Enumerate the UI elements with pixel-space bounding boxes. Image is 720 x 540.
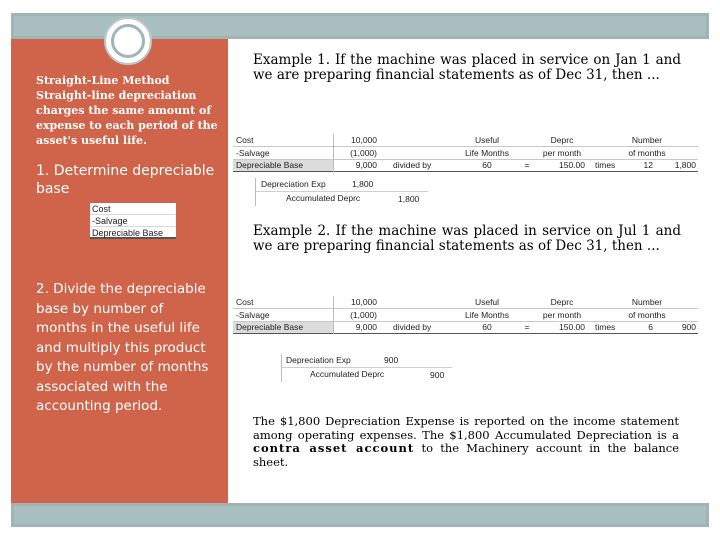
credit-value: 900	[430, 370, 445, 380]
example1-calc-table	[233, 134, 698, 172]
step2-text: 2. Divide the depreciable base by number of months in the useful life and multiply this product by the number of months associated with the accounting period.	[36, 281, 209, 414]
circle-decoration	[104, 17, 152, 65]
months-value: 60	[482, 160, 492, 170]
num-months-value: 6	[648, 322, 653, 332]
cost-label: Cost	[236, 297, 254, 307]
bottom-band-inner	[14, 506, 706, 524]
debit-value: 1,800	[352, 179, 374, 189]
cost-value: 10,000	[351, 297, 377, 307]
bottom-band	[11, 503, 709, 527]
circle-ring	[111, 24, 145, 58]
base-value: 9,000	[355, 322, 377, 332]
row-line-bottom	[233, 333, 698, 334]
cost-label: Cost	[236, 135, 254, 145]
deprc-header: Deprc	[550, 297, 574, 307]
per-month-value: 150.00	[559, 322, 585, 332]
step1-text: 1. Determine depreciable base	[36, 163, 215, 197]
cost-value: 10,000	[351, 135, 377, 145]
mini-table-cost: Cost	[90, 203, 176, 215]
times-label: times	[595, 322, 616, 332]
mini-table-salvage: -Salvage	[90, 215, 176, 227]
footnote-bold-term: contra asset account	[253, 441, 415, 455]
number-header: Number	[631, 135, 663, 145]
divided-by-label: divided by	[393, 322, 432, 332]
per-month-header: per month	[542, 310, 582, 320]
salvage-label: -Salvage	[236, 148, 270, 158]
credit-label: Accumulated Deprc	[286, 193, 361, 203]
credit-label: Accumulated Deprc	[310, 369, 385, 379]
footnote-paragraph	[253, 415, 679, 469]
equals-sign: =	[524, 322, 530, 332]
per-month-value: 150.00	[559, 160, 585, 170]
example2-text: Example 2. If the machine was placed in service on Jul 1 and we are preparing financial statements as of Dec 31, then ...	[253, 223, 681, 254]
result-value: 1,800	[674, 160, 696, 170]
footnote-part1: The $1,800 Depreciation Expense is reported on the income statement among operating expenses. The $1,800 Accumulated Depreciation is a	[253, 414, 679, 442]
life-months-header: Life Months	[465, 148, 509, 158]
of-months-header: of months	[628, 148, 666, 158]
debit-label: Depreciation Exp	[261, 179, 326, 189]
of-months-header: of months	[628, 310, 666, 320]
salvage-value: (1,000)	[350, 148, 377, 158]
useful-header: Useful	[474, 135, 500, 145]
times-label: times	[595, 160, 616, 170]
row-line	[233, 308, 698, 309]
base-label: Depreciable Base	[236, 160, 304, 170]
months-value: 60	[482, 322, 492, 332]
example2-calc-table	[233, 296, 698, 334]
result-value: 900	[681, 322, 696, 332]
base-label: Depreciable Base	[236, 322, 304, 332]
useful-header: Useful	[474, 297, 500, 307]
num-months-value: 12	[643, 160, 653, 170]
row-line	[233, 146, 698, 147]
mini-table-base: Depreciable Base	[90, 227, 176, 239]
method-description: Straight-line depreciation charges the same amount of expense to each period of the asset's useful life.	[36, 89, 218, 147]
example1-journal-entry	[255, 178, 427, 206]
deprc-header: Deprc	[550, 135, 574, 145]
method-title	[36, 73, 218, 148]
life-months-header: Life Months	[465, 310, 509, 320]
entry-line	[282, 367, 452, 368]
equals-sign: =	[524, 160, 530, 170]
debit-label: Depreciation Exp	[286, 355, 351, 365]
number-header: Number	[631, 297, 663, 307]
base-value: 9,000	[355, 160, 377, 170]
depreciable-base-mini-table	[90, 203, 176, 239]
footnote-part2: to the Machinery account in the balance sheet.	[253, 441, 680, 469]
credit-value: 1,800	[398, 194, 420, 204]
salvage-label: -Salvage	[236, 310, 270, 320]
method-title-heading: Straight-Line Method	[36, 74, 170, 87]
example1-text: Example 1. If the machine was placed in service on Jan 1 and we are preparing financial statements as of Dec 31, then ...	[253, 52, 681, 83]
entry-line	[256, 191, 428, 192]
row-line-bottom	[233, 171, 698, 172]
salvage-value: (1,000)	[350, 310, 377, 320]
divided-by-label: divided by	[393, 160, 432, 170]
example2-journal-entry	[281, 354, 451, 382]
per-month-header: per month	[542, 148, 582, 158]
debit-value: 900	[384, 355, 399, 365]
